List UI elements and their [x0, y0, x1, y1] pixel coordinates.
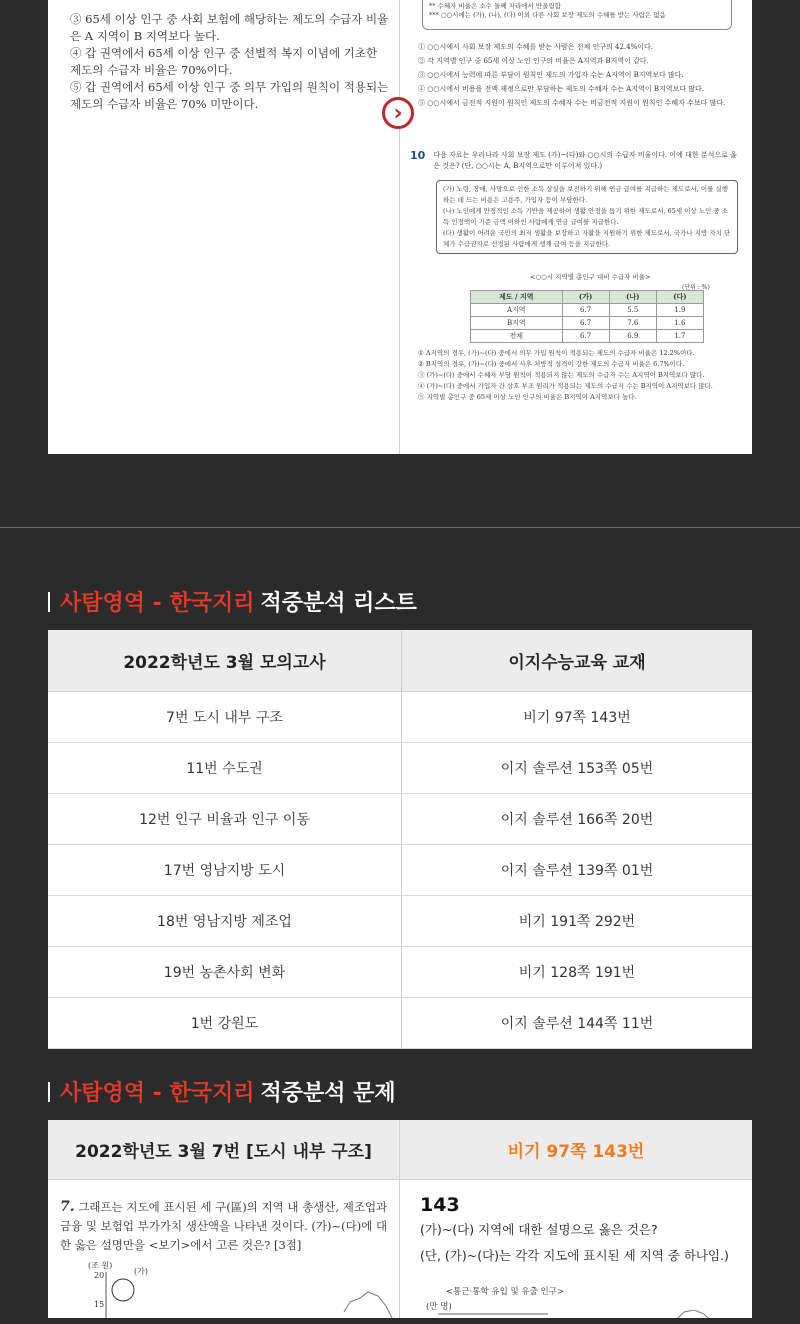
q9-option: ③ ○○시에서 능력에 따른 부담이 원칙인 제도의 가입자 수는 A지역이 B지역보다 많다.: [418, 71, 684, 79]
section-title-problems: [48, 1076, 396, 1107]
textbook-cell: 비기 97쪽 143번: [402, 692, 753, 743]
table-cell: 7.6: [609, 317, 656, 330]
box-line: (다) 생활이 어려운 국민의 최저 생활을 보장하고 자활을 지원하기 위한 제도로서, 국가나 지방 자치 단체가 수급권자로 선정된 사람에게 생계 급여 등을 지급한다.: [443, 229, 731, 248]
exam-cell: 11번 수도권: [48, 743, 402, 794]
option-4: ④ 갑 권역에서 65세 이상 인구 중 선별적 복지 이념에 기초한 제도의 수급자 비율은 70%이다.: [70, 46, 378, 77]
table-cell: B지역: [471, 317, 563, 330]
box-line: (가) 노령, 장애, 사망으로 인한 소득 상실을 보전하기 위해 연금 급여를 지급하는 제도로서, 이를 실행하는 데 드는 비용은 고용주, 가입자 등이 부담한다.: [443, 185, 729, 204]
q9-options: [418, 40, 736, 110]
chevron-right-icon: ›: [393, 100, 403, 126]
q10-option: ④ (가)~(다) 중에서 가입자 간 상호 부조 원리가 적용되는 제도의 수급자 수는 B지역이 A지역보다 많다.: [418, 382, 713, 390]
table-row: [471, 304, 704, 317]
textbook-cell: 비기 128쪽 191번: [402, 947, 753, 998]
q10-stem: [410, 150, 740, 172]
q10-option: ① A지역의 경우, (가)~(다) 중에서 의무 가입 원칙이 적용되는 제도의 수급자 비율은 12.2%이다.: [418, 349, 695, 357]
exam-chart-graphic: [104, 1272, 404, 1318]
top-right-column: [400, 0, 752, 454]
table-header-cell: 제도 / 지역: [471, 291, 563, 304]
q10-option: ② B지역의 경우, (가)~(다) 중에서 사후 처방적 성격이 강한 제도의 수급자 비율은 6.7%이다.: [418, 360, 685, 368]
top-left-options: [70, 0, 390, 113]
table-row: [48, 998, 752, 1049]
problem-compare-panel: [48, 1120, 752, 1318]
section-title-red: 사탐영역 - 한국지리: [60, 1081, 255, 1106]
textbook-chart-graphic: [428, 1310, 748, 1318]
q10-option: ⑤ 지역별 총인구 중 65세 이상 노인 인구의 비율은 B지역이 A지역보다 높다.: [418, 393, 637, 401]
table-cell: 1.9: [656, 304, 703, 317]
table-header-cell: (다): [656, 291, 703, 304]
section-title-list: [48, 586, 417, 617]
q10-data-table: [470, 290, 704, 343]
exam-problem-text: [60, 1198, 390, 1255]
textbook-question-number: 143: [420, 1194, 460, 1216]
exam-problem-header: 2022학년도 3월 7번 [도시 내부 구조]: [48, 1120, 400, 1179]
title-bar: [48, 592, 50, 612]
table-cell: A지역: [471, 304, 563, 317]
q9-option: ④ ○○시에서 비용을 전액 재정으로만 부담하는 제도의 수혜자 수는 A지역이 B지역보다 많다.: [418, 85, 705, 93]
q9-option: ① ○○시에서 사회 보장 제도의 수혜를 받는 사람은 전체 인구의 42.4%이다.: [418, 43, 653, 51]
exam-cell: 18번 영남지방 제조업: [48, 896, 402, 947]
table-header-cell: (나): [609, 291, 656, 304]
table-unit: (단위 : %): [682, 284, 710, 291]
textbook-chart-title: <통근·통학 유입 및 유출 인구>: [446, 1287, 565, 1297]
q10-option: ③ (가)~(다) 중에서 수혜자 부담 원칙이 적용되지 않는 제도의 수급자 수는 A지역이 B지역보다 많다.: [418, 371, 705, 379]
table-header-textbook: 이지수능교육 교재: [402, 630, 753, 692]
q10-options: [418, 348, 738, 403]
table-cell: 6.9: [609, 330, 656, 343]
table-cell: 1.7: [656, 330, 703, 343]
exam-cell: 12번 인구 비율과 인구 이동: [48, 794, 402, 845]
exam-cell: 7번 도시 내부 구조: [48, 692, 402, 743]
exam-chart-tick: 20: [94, 1271, 105, 1280]
table-row: [48, 794, 752, 845]
exam-cell: 19번 농촌사회 변화: [48, 947, 402, 998]
option-3: ③ 65세 이상 인구 중 사회 보험에 해당하는 제도의 수급자 비율은 A 지역이 B 지역보다 높다.: [70, 12, 389, 43]
table-row: [471, 317, 704, 330]
exam-cell: 1번 강원도: [48, 998, 402, 1049]
table-row: [48, 743, 752, 794]
table-row: [48, 896, 752, 947]
top-exam-panel: [48, 0, 752, 454]
q10-number: 10: [410, 149, 426, 162]
notes-box: [422, 0, 732, 30]
textbook-question-condition: (단, (가)~(다)는 각각 지도에 표시된 세 지역 중 하나임.): [420, 1248, 729, 1263]
section-title-white: 적중분석 리스트: [260, 591, 417, 616]
table-header-cell: (가): [562, 291, 609, 304]
textbook-cell: 이지 솔루션 153쪽 05번: [402, 743, 753, 794]
option-5: ⑤ 갑 권역에서 65세 이상 인구 중 의무 가입의 원칙이 적용되는 제도의 수급자 비율은 70% 미만이다.: [70, 80, 389, 111]
table-cell: 전체: [471, 330, 563, 343]
table-row: [471, 330, 704, 343]
exam-question-text: 그래프는 지도에 표시된 세 구(區)의 지역 내 총생산, 제조업과 금융 및 보험업 부가가치 생산액을 나타낸 것이다. (가)~(다)에 대한 옳은 설명만을 <보기>에서 고른 것은? [3점]: [60, 1200, 388, 1252]
exam-axis-label: [80, 1316, 84, 1324]
table-header-exam: 2022학년도 3월 모의고사: [48, 630, 402, 692]
note-line: ** 수혜자 비율은 소수 둘째 자리에서 반올림함: [429, 2, 561, 10]
textbook-cell: 비기 191쪽 292번: [402, 896, 753, 947]
textbook-chart-unit: (만 명): [426, 1302, 452, 1312]
exam-question-number: 7.: [60, 1199, 75, 1215]
box-line: (나) 노인에게 안정적인 소득 기반을 제공하여 생활 안정을 돕기 위한 제도로서, 65세 이상 노인 중 소득 인정액이 기준 금액 이하인 사람에게 연금 급여를 지급한다.: [443, 207, 729, 226]
exam-chart-series-label: (가): [134, 1267, 148, 1276]
textbook-cell: 이지 솔루션 166쪽 20번: [402, 794, 753, 845]
table-cell: 6.7: [562, 330, 609, 343]
title-bar: [48, 1082, 50, 1102]
top-left-column: [48, 0, 403, 454]
table-row: [48, 947, 752, 998]
table-cell: 1.6: [656, 317, 703, 330]
section-title-red: 사탐영역 - 한국지리: [60, 591, 255, 616]
textbook-question-text: (가)~(다) 지역에 대한 설명으로 옳은 것은?: [420, 1222, 658, 1237]
section-title-white: 적중분석 문제: [260, 1081, 396, 1106]
textbook-problem-header: 비기 97쪽 143번: [507, 1142, 645, 1162]
textbook-cell: 이지 솔루션 139쪽 01번: [402, 845, 753, 896]
exam-cell: 17번 영남지방 도시: [48, 845, 402, 896]
table-title: <○○시 지역별 총인구 대비 수급자 비율>: [530, 273, 651, 281]
section-divider: [0, 527, 800, 528]
q10-text: 다음 자료는 우리나라 사회 보장 제도 (가)~(다)와 ○○시의 수급자 비율이다. 이에 대한 분석으로 옳은 것은? (단, ○○시는 A, B지역으로만 이루어져 있다.): [433, 151, 737, 170]
q9-option: ② 각 지역별 인구 중 65세 이상 노인 인구의 비율은 A지역과 B지역이 같다.: [418, 57, 649, 65]
problem-header: [48, 1120, 752, 1180]
hit-analysis-table: [48, 630, 752, 1049]
table-cell: 6.7: [562, 304, 609, 317]
exam-chart-unit: (조 원): [88, 1261, 113, 1270]
table-cell: 5.5: [609, 304, 656, 317]
q9-option: ⑤ ○○시에서 금전적 지원이 원칙인 제도의 수혜자 수는 비금전적 지원이 원칙인 수혜자 수보다 많다.: [418, 99, 726, 107]
table-row: [48, 845, 752, 896]
q10-box: [436, 180, 738, 254]
textbook-cell: 이지 솔루션 144쪽 11번: [402, 998, 753, 1049]
exam-chart-tick: 15: [94, 1300, 105, 1309]
next-arrow-button[interactable]: [382, 97, 414, 129]
table-cell: 6.7: [562, 317, 609, 330]
table-row: [48, 692, 752, 743]
note-line: *** ○○시에는 (가), (나), (다) 이외 다른 사회 보장 제도의 수혜를 받는 사람은 없음: [429, 11, 666, 19]
